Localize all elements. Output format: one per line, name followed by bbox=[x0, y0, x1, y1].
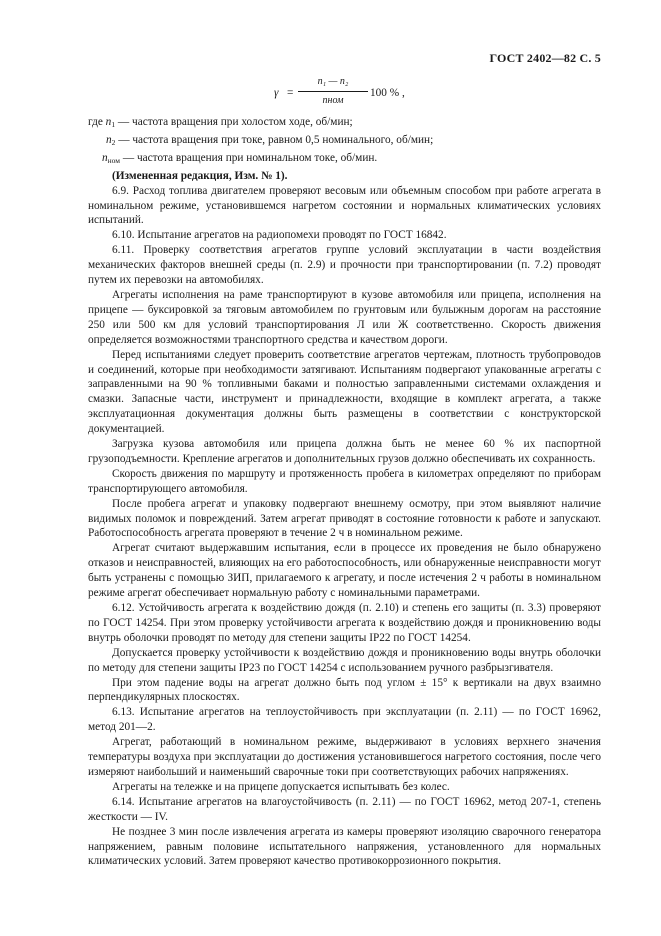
definition-line bbox=[88, 115, 601, 133]
definition-sub: 1 bbox=[111, 120, 116, 129]
definition-sub: ном bbox=[107, 155, 121, 165]
formula-equals: = bbox=[287, 87, 294, 99]
paragraph: 6.9. Расход топлива двигателем проверяют весовым или объемным способом при работе агрегата в номинальном режиме, установившемся нагретом состоянии и нормальных климатических условиях испытаний. bbox=[88, 184, 601, 227]
formula bbox=[88, 77, 601, 107]
definition-text: — частота вращения при холостом ходе, об/мин; bbox=[115, 116, 353, 128]
paragraph: Перед испытаниями следует проверить соответствие агрегатов чертежам, плотность трубопроводов и соединений, которые при необходимости затягивают. Испытаниям подвергают упакованные агрегаты с заправленными на 90 % топливными баками и полностью заправленными системами охлаждения и смазки. Запасные части, инструмент и принадлежности, входящие в комплект агрегата, а также эксплуатационная документация должны быть размещены в соответствии с конструкторской документацией. bbox=[88, 348, 601, 436]
paragraph: Загрузка кузова автомобиля или прицепа должна быть не менее 60 % их паспортной грузоподъемности. Крепление агрегатов и дополнительных грузов должно обеспечивать их сохранность. bbox=[88, 438, 601, 465]
formula-fraction bbox=[298, 75, 368, 109]
paragraph: При этом падение воды на агрегат должно быть под углом ± 15° к вертикали на двух взаимно перпендикулярных плоскостях. bbox=[88, 676, 601, 704]
fraction-bar bbox=[298, 91, 368, 92]
formula-numerator: n₁ — n₂ bbox=[317, 76, 349, 87]
paragraph: Не позднее 3 мин после извлечения агрегата из камеры проверяют изоляцию сварочного генератора напряжением, равным половине испытательного напряжения, установленного для нормальных климатических условий. Затем проверяют качество противокоррозионного покрытия. bbox=[88, 825, 601, 868]
paragraph: Агрегаты исполнения на раме транспортируют в кузове автомобиля или прицепа, исполнения на прицепе — буксировкой за тяговым автомобилем по грунтовым или булыжным дорогам на расстояние 250 или 500 км для условий транспортирования Л или Ж соответственно. Скорость движения определяется возможностями транспортного средства и качеством дороги. bbox=[88, 288, 601, 346]
paragraph: Агрегат считают выдержавшим испытания, если в процессе их проведения не было обнаружено отказов и неисправностей, влияющих на его работоспособность, или обнаруженные неисправности могут быть устранены с помощью ЗИП, прилагаемого к агрегату, и после истечения 2 ч работы в номинальном режиме агрегат обеспечивает нормальную работу с номинальными параметрами. bbox=[88, 542, 601, 600]
paragraph: Скорость движения по маршруту и протяженность пробега в километрах определяют по приборам транспортирующего автомобиля. bbox=[88, 467, 601, 495]
paragraph: 6.14. Испытание агрегатов на влагоустойчивость (п. 2.11) — по ГОСТ 16962, метод 207-1, степень жесткости — IV. bbox=[88, 795, 601, 823]
paragraph: Агрегат, работающий в номинальном режиме, выдерживают в условиях верхнего значения температуры воздуха при эксплуатации до достижения установившегося нагретого состояния, после чего измеряют наибольший и наименьший сварочные токи при соответствующих рабочих напряжениях. bbox=[88, 736, 601, 778]
paragraph: 6.11. Проверку соответствия агрегатов группе условий эксплуатации в части воздействия механических факторов внешней среды (п. 2.9) и прочности при транспортировании (п. 7.2) проводят путем их перевозки на автомобилях. bbox=[88, 244, 601, 287]
formula-gamma: γ bbox=[274, 87, 279, 99]
definition-var: n bbox=[102, 151, 108, 164]
definition-var: n bbox=[105, 116, 112, 128]
definition-var: n bbox=[106, 133, 112, 146]
body-text bbox=[88, 169, 601, 870]
definition-text: — частота вращения при номинальном токе, об/мин. bbox=[120, 151, 378, 164]
definition-text: — частота вращения при токе, равном 0,5 номинального, об/мин; bbox=[115, 133, 434, 146]
definition-line bbox=[88, 133, 601, 151]
paragraph: 6.10. Испытание агрегатов на радиопомехи проводят по ГОСТ 16842. bbox=[112, 229, 447, 242]
paragraph: 6.12. Устойчивость агрегата к воздействию дождя (п. 2.10) и степень его защиты (п. 3.3) проверяют по ГОСТ 14254. При этом проверку устойчивости агрегата к воздействию дождя и проникновению воды внутрь оболочки проводят по методу для степени защиты IP22 по ГОСТ 14254. bbox=[88, 602, 601, 644]
definition-prefix: где bbox=[88, 116, 106, 128]
formula-denominator: nном bbox=[322, 94, 344, 106]
formula-tail: 100 % , bbox=[370, 87, 405, 99]
paragraph: Допускается проверку устойчивости к воздействию дождя и проникновению воды внутрь оболочки по методу для степени защиты IP23 по ГОСТ 14254 с использованием ручного разбрызгивателя. bbox=[88, 646, 601, 674]
variable-definitions bbox=[88, 115, 601, 169]
paragraph: 6.13. Испытание агрегатов на теплоустойчивость при эксплуатации (п. 2.11) — по ГОСТ 16962, метод 201—2. bbox=[88, 706, 601, 734]
definition-sub: 2 bbox=[111, 137, 116, 147]
paragraph: Агрегаты на тележке и на прицепе допускается испытывать без колес. bbox=[112, 780, 450, 793]
page-header: ГОСТ 2402—82 С. 5 bbox=[489, 51, 601, 65]
paragraph: После пробега агрегат и упаковку подвергают внешнему осмотру, при этом выявляют наличие видимых поломок и повреждений. Затем агрегат приводят в состояние готовности к работе и запускают. Работоспособность агрегата проверяют в течение 2 ч в номинальном режиме. bbox=[88, 497, 601, 540]
definition-line bbox=[88, 151, 601, 169]
revision-note: (Измененная редакция, Изм. № 1). bbox=[112, 169, 288, 182]
